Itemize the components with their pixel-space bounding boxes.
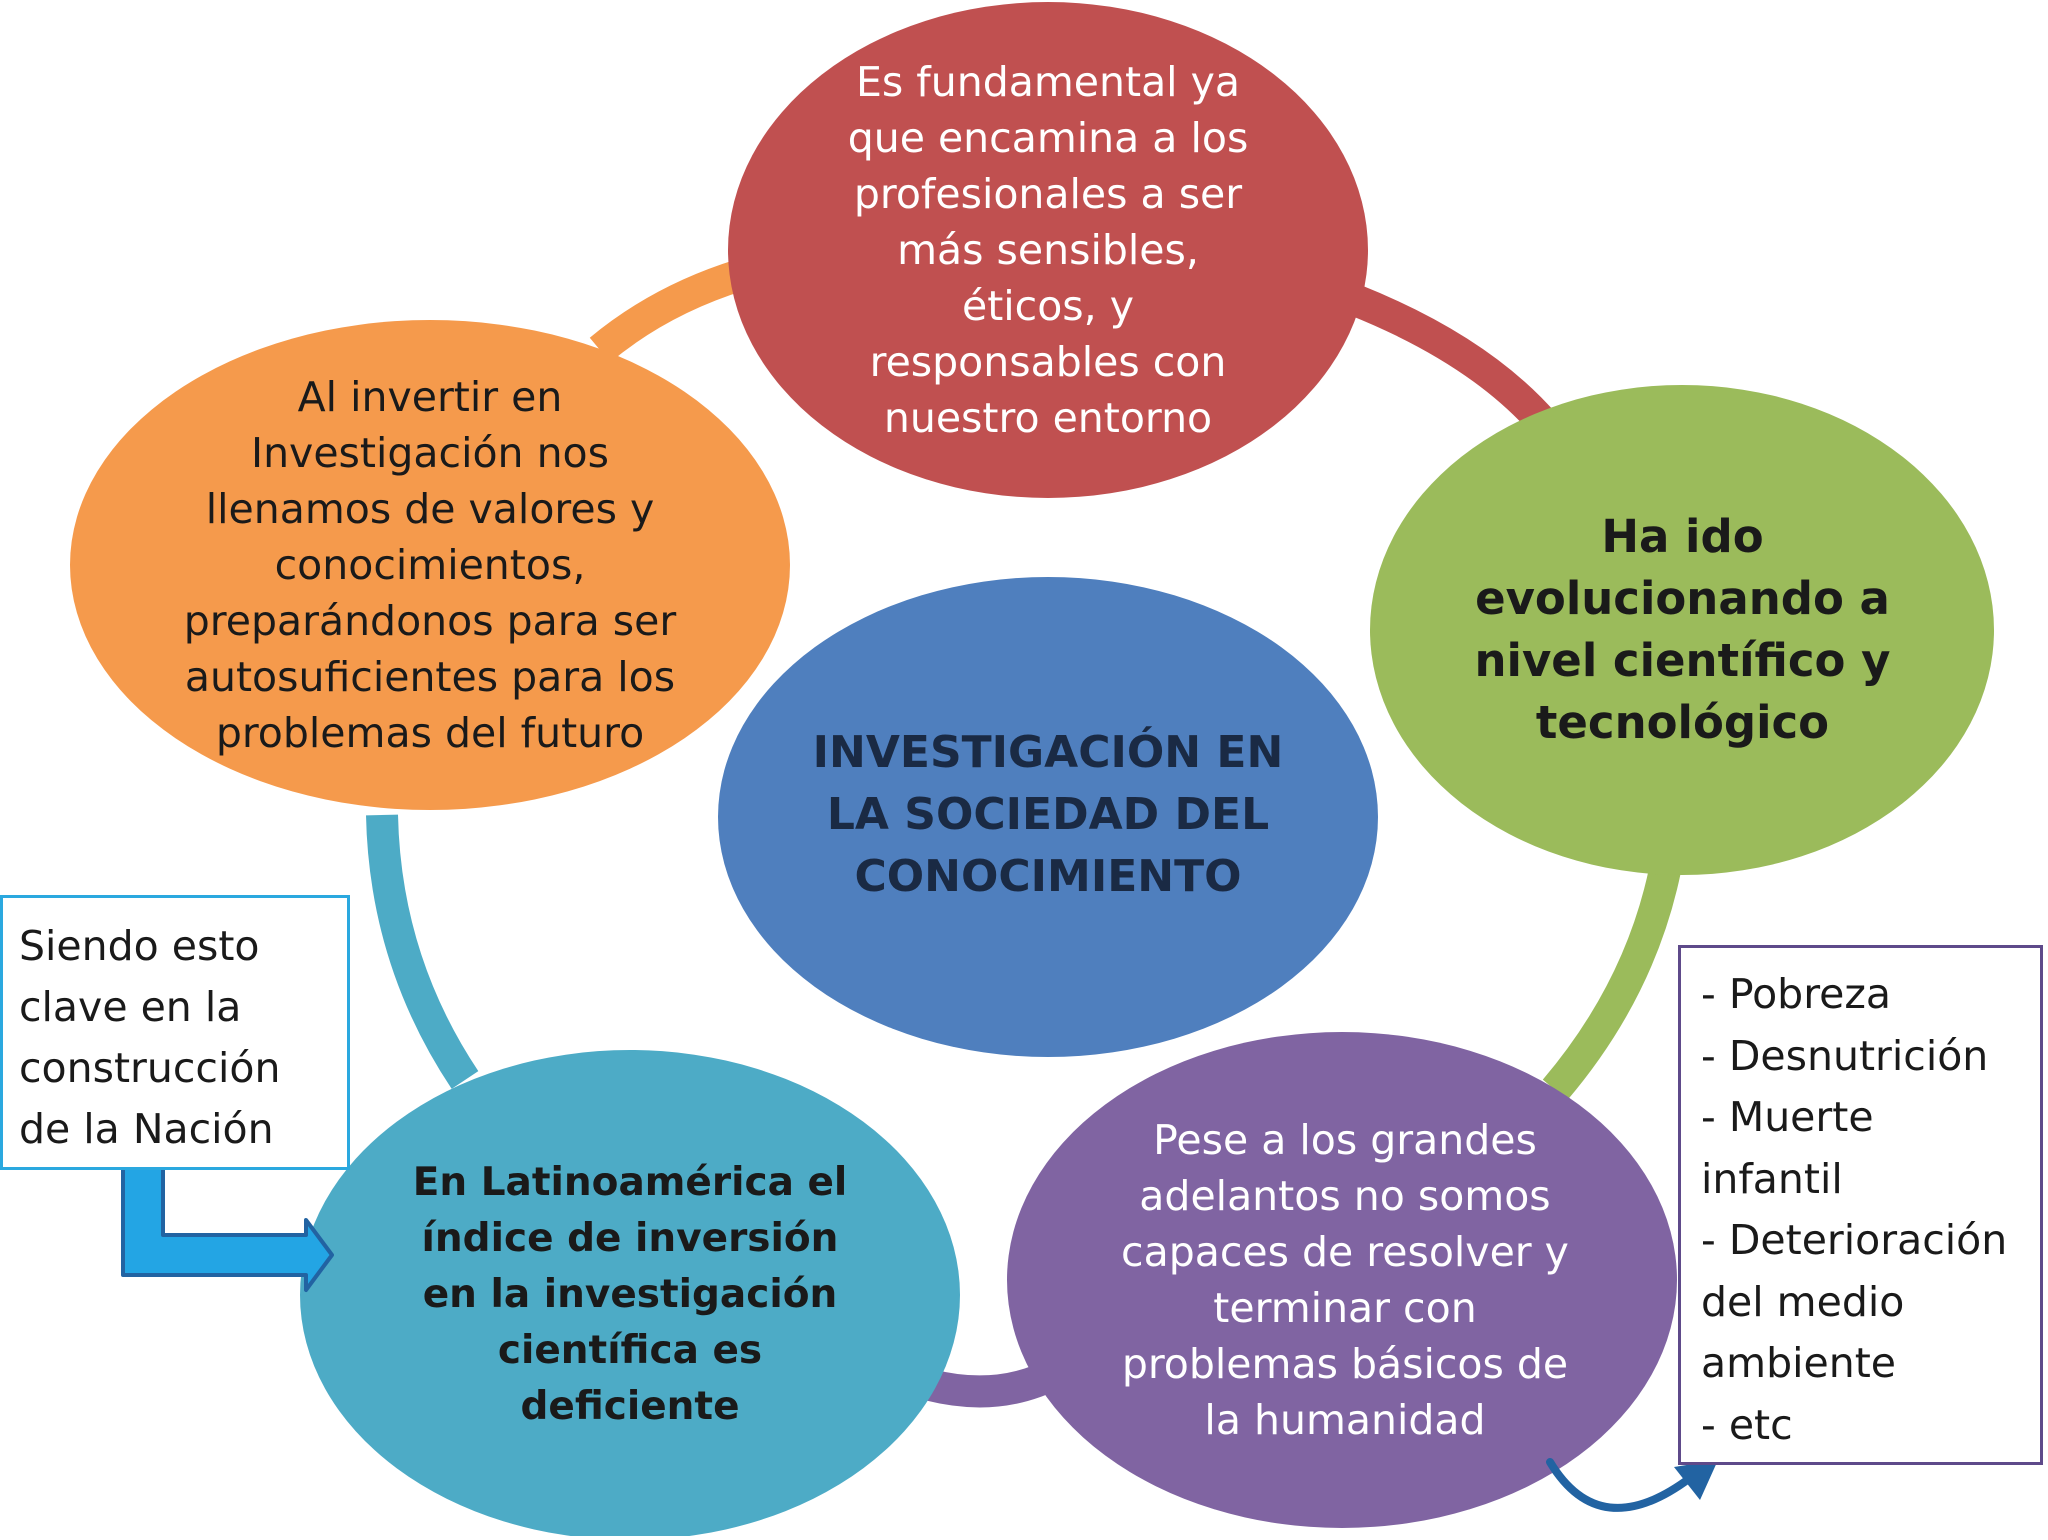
connector-top-right <box>1355 300 1545 425</box>
center-title: INVESTIGACIÓN EN LA SOCIEDAD DEL CONOCIMIENTO <box>812 727 1284 902</box>
node-bottom-right-text: Pese a los grandes adelantos no somos capaces de resolver y terminar con problemas básicos de la humanidad <box>1121 1116 1569 1444</box>
connector-left-top <box>600 275 740 350</box>
connector-bottomright-bottomleft <box>930 1380 1040 1391</box>
curved-arrow-right <box>1550 1462 1690 1508</box>
connector-bottomleft-left <box>382 815 465 1080</box>
node-right-text: Ha ido evolucionando a nivel científico y tecnológico <box>1474 510 1891 749</box>
side-box-right-list: - Pobreza - Desnutrición - Muerte infantil - Deterioración del medio ambiente - etc <box>1678 945 2043 1465</box>
connector-right-bottomright <box>1555 870 1665 1090</box>
node-bottom-left-text: En Latinoamérica el índice de inversión en la investigación científica es deficiente <box>412 1160 848 1429</box>
node-top-text: Es fundamental ya que encamina a los profesionales a ser más sensibles, éticos, y responsables con nuestro entorno <box>847 58 1249 442</box>
node-left-text: Al invertir en Investigación nos llenamos de valores y conocimientos, preparándonos para ser autosuficientes para los problemas del futuro <box>183 373 677 757</box>
side-box-left: Siendo esto clave en la construcción de la Nación <box>0 895 350 1170</box>
